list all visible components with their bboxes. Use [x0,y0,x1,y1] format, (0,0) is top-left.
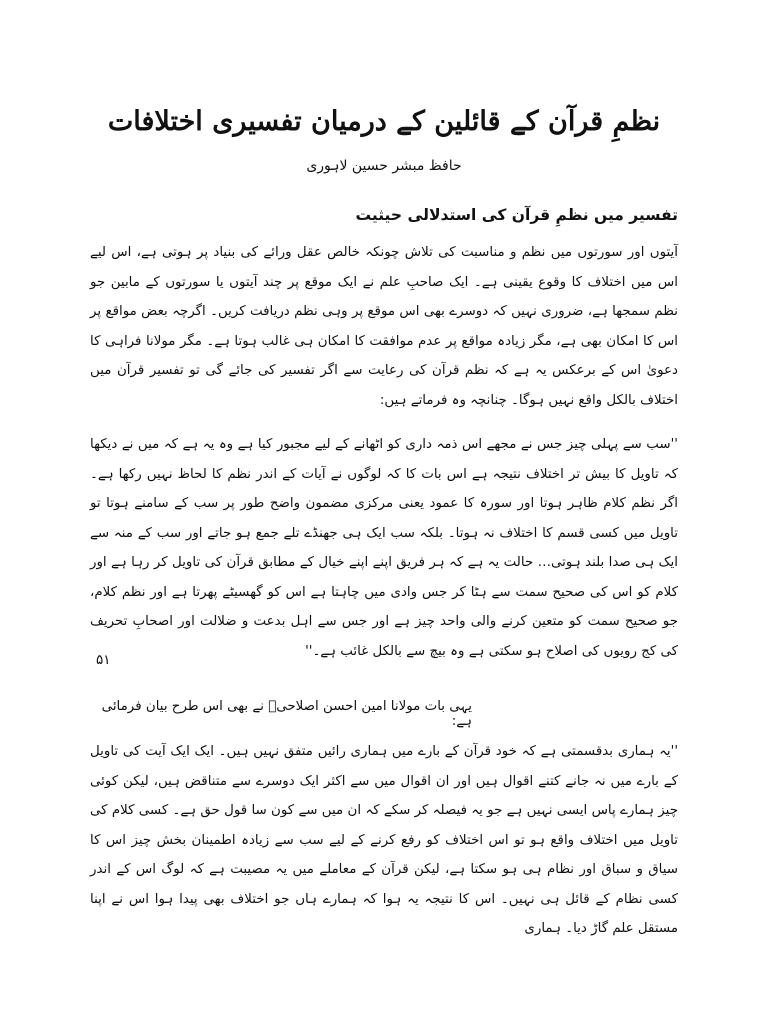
body-paragraph: آیتوں اور سورتوں میں نظم و مناسبت کی تلاش چونکہ خالص عقل ورائے کی بنیاد پر ہوتی ہے، اس لیے اس میں اختلاف کا وقوع یقینی ہے۔ ایک صاحبِ علم نے ایک موقع پر چند آیتوں یا سورتوں کے مابین جو نظم سمجھا ہے، ضروری نہیں کہ دوسرے بھی اس موقع پر وہی نظم دریافت کریں۔ اگرچہ بعض مواقع پر اس کا امکان بھی ہے، مگر زیادہ مواقع پر عدم موافقت کا امکان ہی غالب ہوتا ہے۔ مگر مولانا فراہی کا دعویٰ اس کے برعکس یہ ہے کہ نظم قرآن کی رعایت سے اگر تفسیر کی جائے گی تو تفسیر قرآن میں اختلاف بالکل واقع نہیں ہوگا۔ چنانچہ وہ فرماتے ہیں: [90,245,678,408]
quote-introduction: یہی بات مولانا امین احسن اصلاحیؒ نے بھی اس طرح بیان فرمائی ہے: [101,699,472,729]
footnote-reference: ۵۱ [96,652,111,668]
block-quote: ''سب سے پہلی چیز جس نے مجھے اس ذمہ داری کو اٹھانے کے لیے مجبور کیا ہے وہ یہ ہے کہ میں نے دیکھا کہ تاویل کا بیش تر اختلاف نتیجہ ہے اس بات کا کہ لوگوں نے آیات کے اندر نظم کا لحاظ نہیں رکھا ہے۔ اگر نظم کلام ظاہر ہوتا اور سورہ کا عمود یعنی مرکزی مضمون واضح طور پر سب کے سامنے ہوتا تو تاویل میں کسی قسم کا اختلاف نہ ہوتا۔ بلکہ سب ایک ہی جھنڈے تلے جمع ہو جاتے اور سب کے منہ سے ایک ہی صدا بلند ہوتی… حالت یہ ہے کہ ہر فریق اپنے اپنے خیال کے مطابق قرآن کی تاویل کر رہا ہے اور کلام کو اس کی صحیح سمت سے ہٹا کر جس وادی میں چاہتا ہے اس کو گھسیٹے پھرتا ہے اور نظم کلام، جو صحیح سمت کو متعین کرنے والی واحد چیز ہے اور جس سے اہل بدعت و ضلالت اور اصحابِ تحریف کی کج رویوں کی اصلاح ہو سکتی ہے وہ بیچ سے بالکل غائب ہے۔'' [90,437,678,659]
section-heading: تفسیر میں نظمِ قرآن کی استدلالی حیثیت [355,206,678,224]
document-title: نظمِ قرآن کے قائلین کے درمیان تفسیری اختلافات [107,106,661,137]
author-name: حافظ مبشر حسین لاہوری [306,158,462,174]
block-quote: ''یہ ہماری بدقسمتی ہے کہ خود قرآن کے بارے میں ہماری رائیں متفق نہیں ہیں۔ ایک ایک آیت کی تاویل کے بارے میں نہ جانے کتنے اقوال ہیں اور ان اقوال میں سے اکثر ایک دوسرے سے متناقض ہیں، لیکن کوئی چیز ہمارے پاس ایسی نہیں ہے جو یہ فیصلہ کر سکے کہ ان میں سے کون سا قول حق ہے۔ کسی کلام کی تاویل میں اختلاف واقع ہو تو اس اختلاف کو رفع کرنے کے لیے سب سے زیادہ اطمینان بخش چیز اس کا سیاق و سباق اور نظام ہی ہو سکتا ہے، لیکن قرآن کے معاملے میں یہ مصیبت ہے کہ لوگ اس کے اندر کسی نظام کے قائل ہی نہیں۔ اس کا نتیجہ یہ ہوا کہ ہمارے ہاں جو اختلاف بھی پیدا ہوا اس نے اپنا مستقل علم گاڑ دیا۔ ہماری [90,744,678,936]
